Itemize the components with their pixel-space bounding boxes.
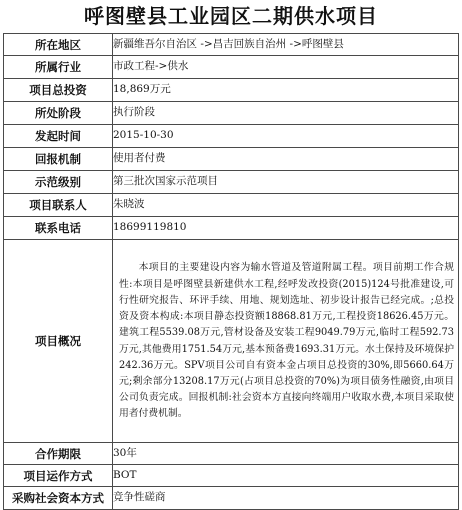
row-value-stage: 执行阶段 bbox=[113, 102, 459, 125]
row-label-operation-mode: 项目运作方式 bbox=[4, 465, 113, 487]
table-row bbox=[4, 34, 459, 56]
row-value-start-date: 2015-10-30 bbox=[113, 125, 459, 148]
row-value-contact-person: 朱晓波 bbox=[113, 194, 459, 217]
table-row bbox=[4, 56, 459, 79]
table-row bbox=[4, 465, 459, 487]
row-label-region: 所在地区 bbox=[4, 34, 113, 56]
table-row bbox=[4, 79, 459, 102]
table-row bbox=[4, 487, 459, 510]
row-value-procurement-method: 竞争性磋商 bbox=[113, 487, 459, 510]
row-value-return-mechanism: 使用者付费 bbox=[113, 148, 459, 171]
row-value-overview bbox=[113, 240, 459, 443]
row-value-demo-level: 第三批次国家示范项目 bbox=[113, 171, 459, 194]
table-row bbox=[4, 148, 459, 171]
row-label-start-date: 发起时间 bbox=[4, 125, 113, 148]
row-value-cooperation-period: 30年 bbox=[113, 443, 459, 465]
row-value-industry: 市政工程->供水 bbox=[113, 56, 459, 79]
table-row bbox=[4, 240, 459, 443]
row-label-stage: 所处阶段 bbox=[4, 102, 113, 125]
row-label-phone: 联系电话 bbox=[4, 217, 113, 240]
row-label-cooperation-period: 合作期限 bbox=[4, 443, 113, 465]
table-row bbox=[4, 443, 459, 465]
row-label-total-investment: 项目总投资 bbox=[4, 79, 113, 102]
row-value-phone: 18699119810 bbox=[113, 217, 459, 240]
project-info-table bbox=[3, 33, 459, 510]
page-title: 呼图壁县工业园区二期供水项目 bbox=[84, 4, 378, 28]
table-row bbox=[4, 102, 459, 125]
table-row bbox=[4, 194, 459, 217]
row-label-procurement-method: 采购社会资本方式 bbox=[4, 487, 113, 510]
row-label-contact-person: 项目联系人 bbox=[4, 194, 113, 217]
row-value-total-investment: 18,869万元 bbox=[113, 79, 459, 102]
table-row bbox=[4, 171, 459, 194]
row-value-operation-mode: BOT bbox=[113, 465, 459, 487]
table-row bbox=[4, 217, 459, 240]
table-row bbox=[4, 125, 459, 148]
row-label-overview: 项目概况 bbox=[4, 240, 113, 443]
overview-text: 本项目的主要建设内容为输水管道及管道附属工程。项目前期工作合规性:本项目是呼图壁县新建供水工程,经呼发改投资(2015)124号批准建设,可行性研究报告、环评手续、用地、规划选址、初步设计报告已经完成。;总投资及资本构成:本项目静态投资额18868.81万元,工程投资18626.45万元。建筑工程5539.08万元,管材设备及安装工程9049.79万元,临时工程592.73万元,其他费用1751.54万元,基本预备费1693.31万元。水土保持及环境保护242.36万元。SPV项目公司自有资本金占项目总投资的30%,即5660.64万元;剩余部分13208.17万元(占项目总投资的70%)为项目债务性融资,由项目公司负责完成。回报机制:社会资本方直接向终端用户收取水费,本项目采取使用者付费机制。 bbox=[119, 262, 454, 420]
row-value-region: 新疆维吾尔自治区 ->昌吉回族自治州 ->呼图壁县 bbox=[113, 34, 459, 56]
row-label-industry: 所属行业 bbox=[4, 56, 113, 79]
row-label-return-mechanism: 回报机制 bbox=[4, 148, 113, 171]
row-label-demo-level: 示范级别 bbox=[4, 171, 113, 194]
